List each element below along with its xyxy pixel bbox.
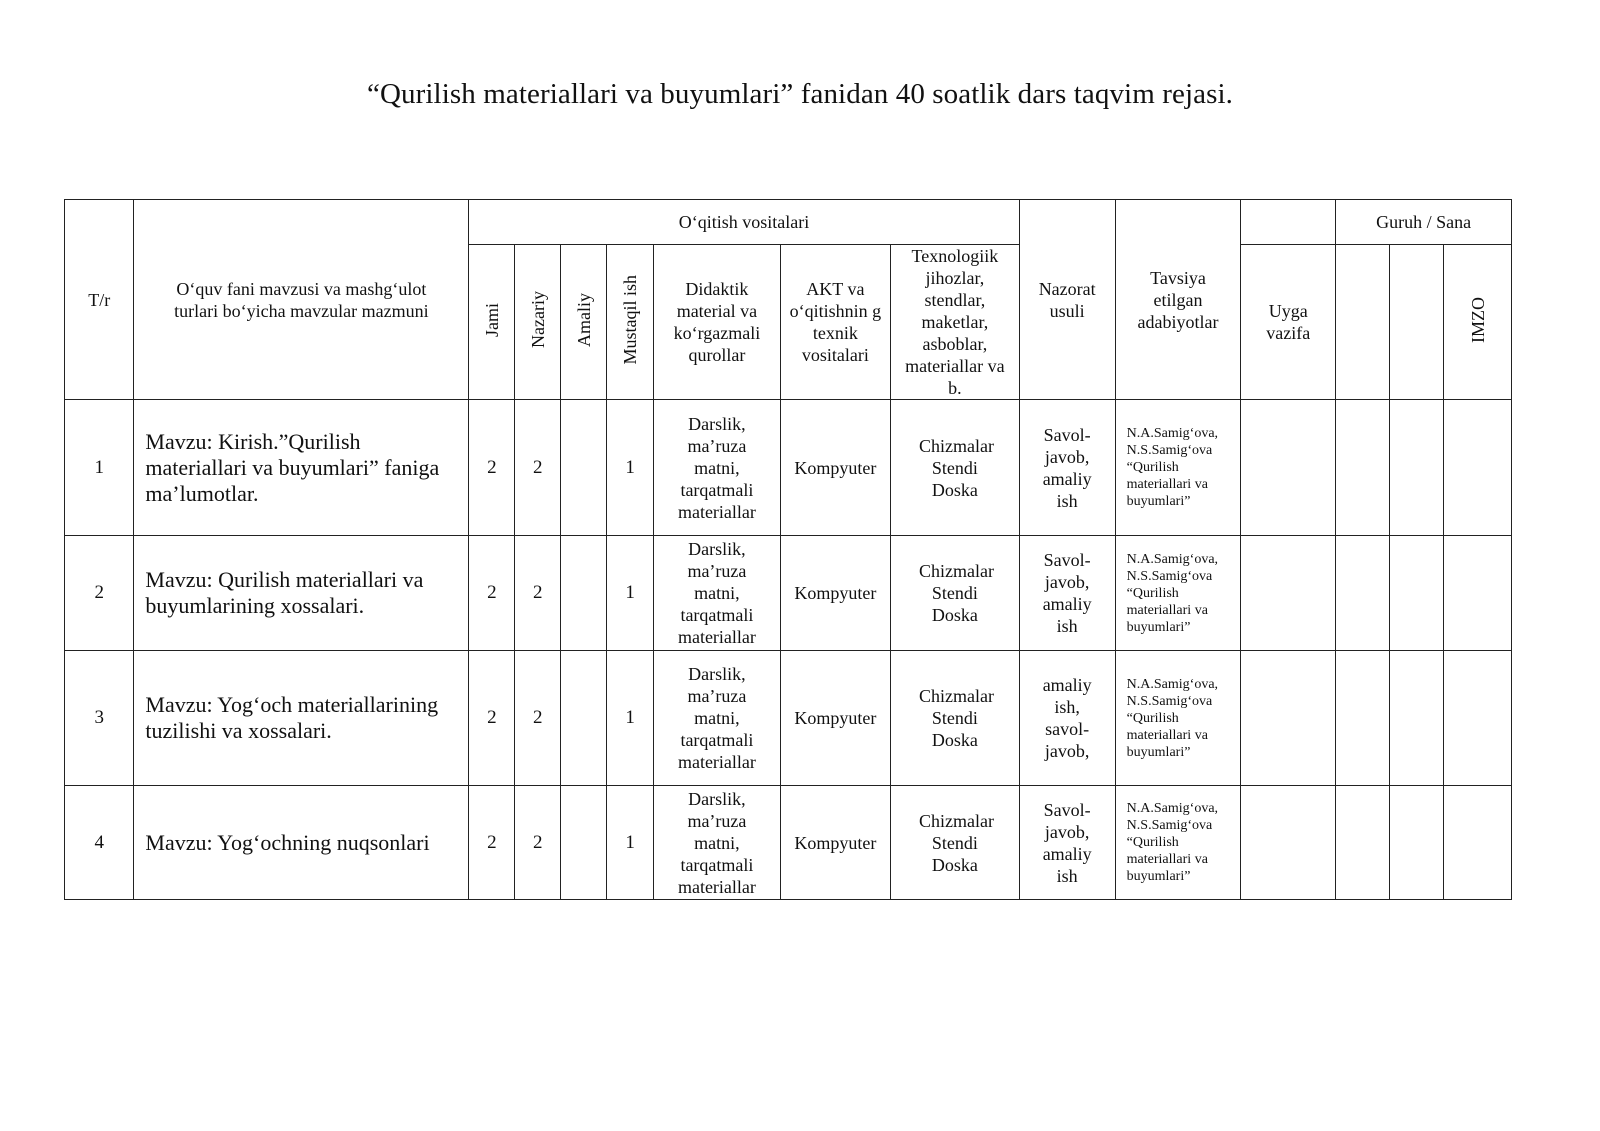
row-number: 1 — [65, 400, 134, 536]
row-amaliy — [561, 536, 607, 651]
lesson-plan-table — [64, 199, 1512, 900]
header-jami — [469, 245, 515, 400]
row-amaliy — [561, 786, 607, 900]
header-didaktik: Didaktik material va ko‘rgazmali qurollar — [654, 245, 781, 400]
header-mustaqil — [607, 245, 654, 400]
row-nazariy: 2 — [515, 651, 561, 786]
row-mustaqil: 1 — [607, 400, 654, 536]
header-uyga: Uyga vazifa — [1241, 245, 1336, 400]
row-mustaqil: 1 — [607, 651, 654, 786]
header-jami-label: Jami — [481, 302, 502, 337]
row-uyga — [1241, 651, 1336, 786]
row-didaktik: Darslik, ma’ruza matni, tarqatmali materiallar — [654, 651, 781, 786]
header-tavsiya: Tavsiya etilgan adabiyotlar — [1115, 200, 1241, 400]
table-row — [65, 400, 1512, 536]
header-texno: Texnologiik jihozlar, stendlar, maketlar, asboblar, materiallar va b. — [891, 245, 1020, 400]
row-imzo — [1444, 536, 1512, 651]
table-row — [65, 651, 1512, 786]
header-amaliy — [561, 245, 607, 400]
page-title: “Qurilish materiallari va buyumlari” fanidan 40 soatlik dars taqvim rejasi. — [367, 78, 1233, 110]
row-nazariy: 2 — [515, 400, 561, 536]
row-nazariy: 2 — [515, 786, 561, 900]
row-nazorat: Savol-javob, amaliy ish — [1019, 786, 1115, 900]
row-didaktik: Darslik, ma’ruza matni, tarqatmali materiallar — [654, 786, 781, 900]
row-texno: Chizmalar Stendi Doska — [891, 536, 1020, 651]
row-number: 4 — [65, 786, 134, 900]
row-number: 2 — [65, 536, 134, 651]
header-amaliy-label: Amaliy — [573, 292, 594, 347]
header-mustaqil-label: Mustaqil ish — [620, 274, 641, 365]
header-row-top — [65, 200, 1512, 245]
row-amaliy — [561, 651, 607, 786]
header-uyga-top-blank — [1241, 200, 1336, 245]
row-akt: Kompyuter — [780, 786, 890, 900]
header-akt: AKT va o‘qitishnin g texnik vositalari — [780, 245, 890, 400]
header-nazariy-label: Nazariy — [527, 291, 548, 348]
header-imzo-label: IMZO — [1467, 296, 1488, 343]
row-jami: 2 — [469, 651, 515, 786]
row-nazorat: Savol-javob, amaliy ish — [1019, 400, 1115, 536]
row-texno: Chizmalar Stendi Doska — [891, 786, 1020, 900]
header-means-group: O‘qitish vositalari — [469, 200, 1019, 245]
header-sana-2 — [1390, 245, 1444, 400]
row-imzo — [1444, 400, 1512, 536]
row-texno: Chizmalar Stendi Doska — [891, 400, 1020, 536]
row-didaktik: Darslik, ma’ruza matni, tarqatmali materiallar — [654, 400, 781, 536]
row-sana-1 — [1336, 786, 1390, 900]
row-tavsiya: N.A.Samig‘ova, N.S.Samig‘ova “Qurilish materiallari va buyumlari” — [1115, 400, 1241, 536]
row-jami: 2 — [469, 400, 515, 536]
row-akt: Kompyuter — [780, 536, 890, 651]
row-sana-1 — [1336, 536, 1390, 651]
row-uyga — [1241, 536, 1336, 651]
row-didaktik: Darslik, ma’ruza matni, tarqatmali materiallar — [654, 536, 781, 651]
header-imzo — [1444, 245, 1512, 400]
row-tavsiya: N.A.Samig‘ova, N.S.Samig‘ova “Qurilish materiallari va buyumlari” — [1115, 651, 1241, 786]
header-topic: O‘quv fani mavzusi va mashg‘ulot turlari bo‘yicha mavzular mazmuni — [134, 200, 469, 400]
row-mustaqil: 1 — [607, 536, 654, 651]
row-jami: 2 — [469, 786, 515, 900]
row-uyga — [1241, 400, 1336, 536]
row-topic: Mavzu: Yog‘ochning nuqsonlari — [134, 786, 469, 900]
row-nazorat: amaliy ish, savol-javob, — [1019, 651, 1115, 786]
row-akt: Kompyuter — [780, 651, 890, 786]
row-sana-2 — [1390, 651, 1444, 786]
header-tr: T/r — [65, 200, 134, 400]
row-amaliy — [561, 400, 607, 536]
header-sana-1 — [1336, 245, 1390, 400]
row-jami: 2 — [469, 536, 515, 651]
row-number: 3 — [65, 651, 134, 786]
row-nazorat: Savol-javob, amaliy ish — [1019, 536, 1115, 651]
row-sana-1 — [1336, 651, 1390, 786]
row-sana-1 — [1336, 400, 1390, 536]
row-topic: Mavzu: Qurilish materiallari va buyumlarining xossalari. — [134, 536, 469, 651]
row-uyga — [1241, 786, 1336, 900]
header-nazariy — [515, 245, 561, 400]
row-sana-2 — [1390, 400, 1444, 536]
row-imzo — [1444, 786, 1512, 900]
row-akt: Kompyuter — [780, 400, 890, 536]
row-topic: Mavzu: Kirish.”Qurilish materiallari va buyumlari” faniga ma’lumotlar. — [134, 400, 469, 536]
row-sana-2 — [1390, 536, 1444, 651]
row-imzo — [1444, 651, 1512, 786]
header-guruh: Guruh / Sana — [1336, 200, 1512, 245]
row-topic: Mavzu: Yog‘och materiallarining tuzilishi va xossalari. — [134, 651, 469, 786]
table-row — [65, 536, 1512, 651]
row-texno: Chizmalar Stendi Doska — [891, 651, 1020, 786]
row-tavsiya: N.A.Samig‘ova, N.S.Samig‘ova “Qurilish materiallari va buyumlari” — [1115, 786, 1241, 900]
row-mustaqil: 1 — [607, 786, 654, 900]
row-sana-2 — [1390, 786, 1444, 900]
row-nazariy: 2 — [515, 536, 561, 651]
header-nazorat: Nazorat usuli — [1019, 200, 1115, 400]
table-row — [65, 786, 1512, 900]
row-tavsiya: N.A.Samig‘ova, N.S.Samig‘ova “Qurilish materiallari va buyumlari” — [1115, 536, 1241, 651]
